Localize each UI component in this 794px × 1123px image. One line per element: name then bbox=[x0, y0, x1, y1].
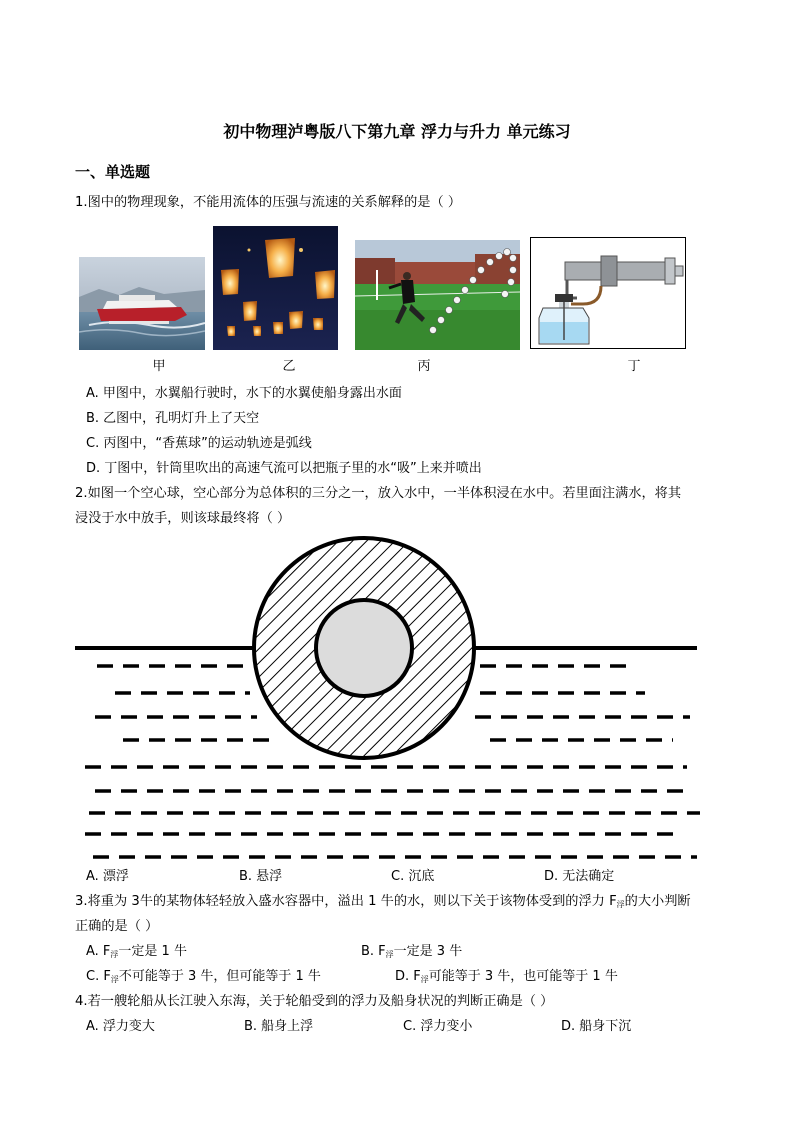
q2-option-c: C. 沉底 bbox=[391, 869, 435, 884]
question-2-stem-line-1: 2.如图一个空心球，空心部分为总体积的三分之一，放入水中，一半体积浸在水中。若里面注满水，将其 bbox=[75, 486, 682, 501]
caption-jia: 甲 bbox=[152, 359, 166, 374]
q1-option-b: B. 乙图中，孔明灯升上了天空 bbox=[86, 411, 260, 426]
syringe-sprayer-image bbox=[530, 237, 686, 349]
q1-option-d: D. 丁图中，针筒里吹出的高速气流可以把瓶子里的水“吸”上来并喷出 bbox=[86, 461, 482, 476]
question-2-stem-line-2: 浸没于水中放手，则该球最终将（ ） bbox=[75, 511, 291, 526]
caption-bing: 丙 bbox=[417, 359, 431, 374]
q4-option-a: A. 浮力变大 bbox=[86, 1019, 155, 1034]
q4-option-b: B. 船身上浮 bbox=[244, 1019, 314, 1034]
caption-yi: 乙 bbox=[282, 359, 296, 374]
q2-option-d: D. 无法确定 bbox=[544, 869, 615, 884]
question-1-stem: 1.图中的物理现象，不能用流体的压强与流速的关系解释的是（ ） bbox=[75, 195, 462, 210]
q1-option-c: C. 丙图中，“香蕉球”的运动轨迹是弧线 bbox=[86, 436, 312, 451]
q3-option-a: A. $F_浮$一定是 1 牛 bbox=[86, 944, 187, 959]
q3-option-d: D. $F_浮$可能等于 3 牛，也可能等于 1 牛 bbox=[395, 969, 618, 984]
hollow-ball-diagram bbox=[75, 535, 700, 865]
question-3-stem-line-2: 正确的是（ ） bbox=[75, 919, 159, 934]
q4-option-c: C. 浮力变小 bbox=[403, 1019, 473, 1034]
q2-option-b: B. 悬浮 bbox=[239, 869, 283, 884]
ball-hollow-core bbox=[316, 600, 412, 696]
q3-option-b: B. $F_浮$一定是 3 牛 bbox=[361, 944, 463, 959]
q3-option-c: C. $F_浮$不可能等于 3 牛，但可能等于 1 牛 bbox=[86, 969, 321, 984]
q4-option-d: D. 船身下沉 bbox=[561, 1019, 632, 1034]
section-heading: 一、单选题 bbox=[75, 163, 151, 181]
q1-option-a: A. 甲图中，水翼船行驶时，水下的水翼使船身露出水面 bbox=[86, 386, 402, 401]
question-4-stem: 4.若一艘轮船从长江驶入东海，关于轮船受到的浮力及船身状况的判断正确是（ ） bbox=[75, 994, 554, 1009]
question-3-stem-line-1: 3.将重为 3牛的某物体轻轻放入盛水容器中，溢出 1 牛的水，则以下关于该物体受到的浮力 $F_浮$的大小判断 bbox=[75, 894, 691, 909]
document-title: 初中物理泸粤版八下第九章 浮力与升力 单元练习 bbox=[223, 122, 571, 141]
caption-ding: 丁 bbox=[627, 359, 641, 374]
q2-option-a: A. 漂浮 bbox=[86, 869, 129, 884]
hydrofoil-boat-image bbox=[79, 257, 205, 350]
banana-kick-image bbox=[355, 240, 520, 350]
sky-lanterns-image bbox=[213, 226, 338, 350]
